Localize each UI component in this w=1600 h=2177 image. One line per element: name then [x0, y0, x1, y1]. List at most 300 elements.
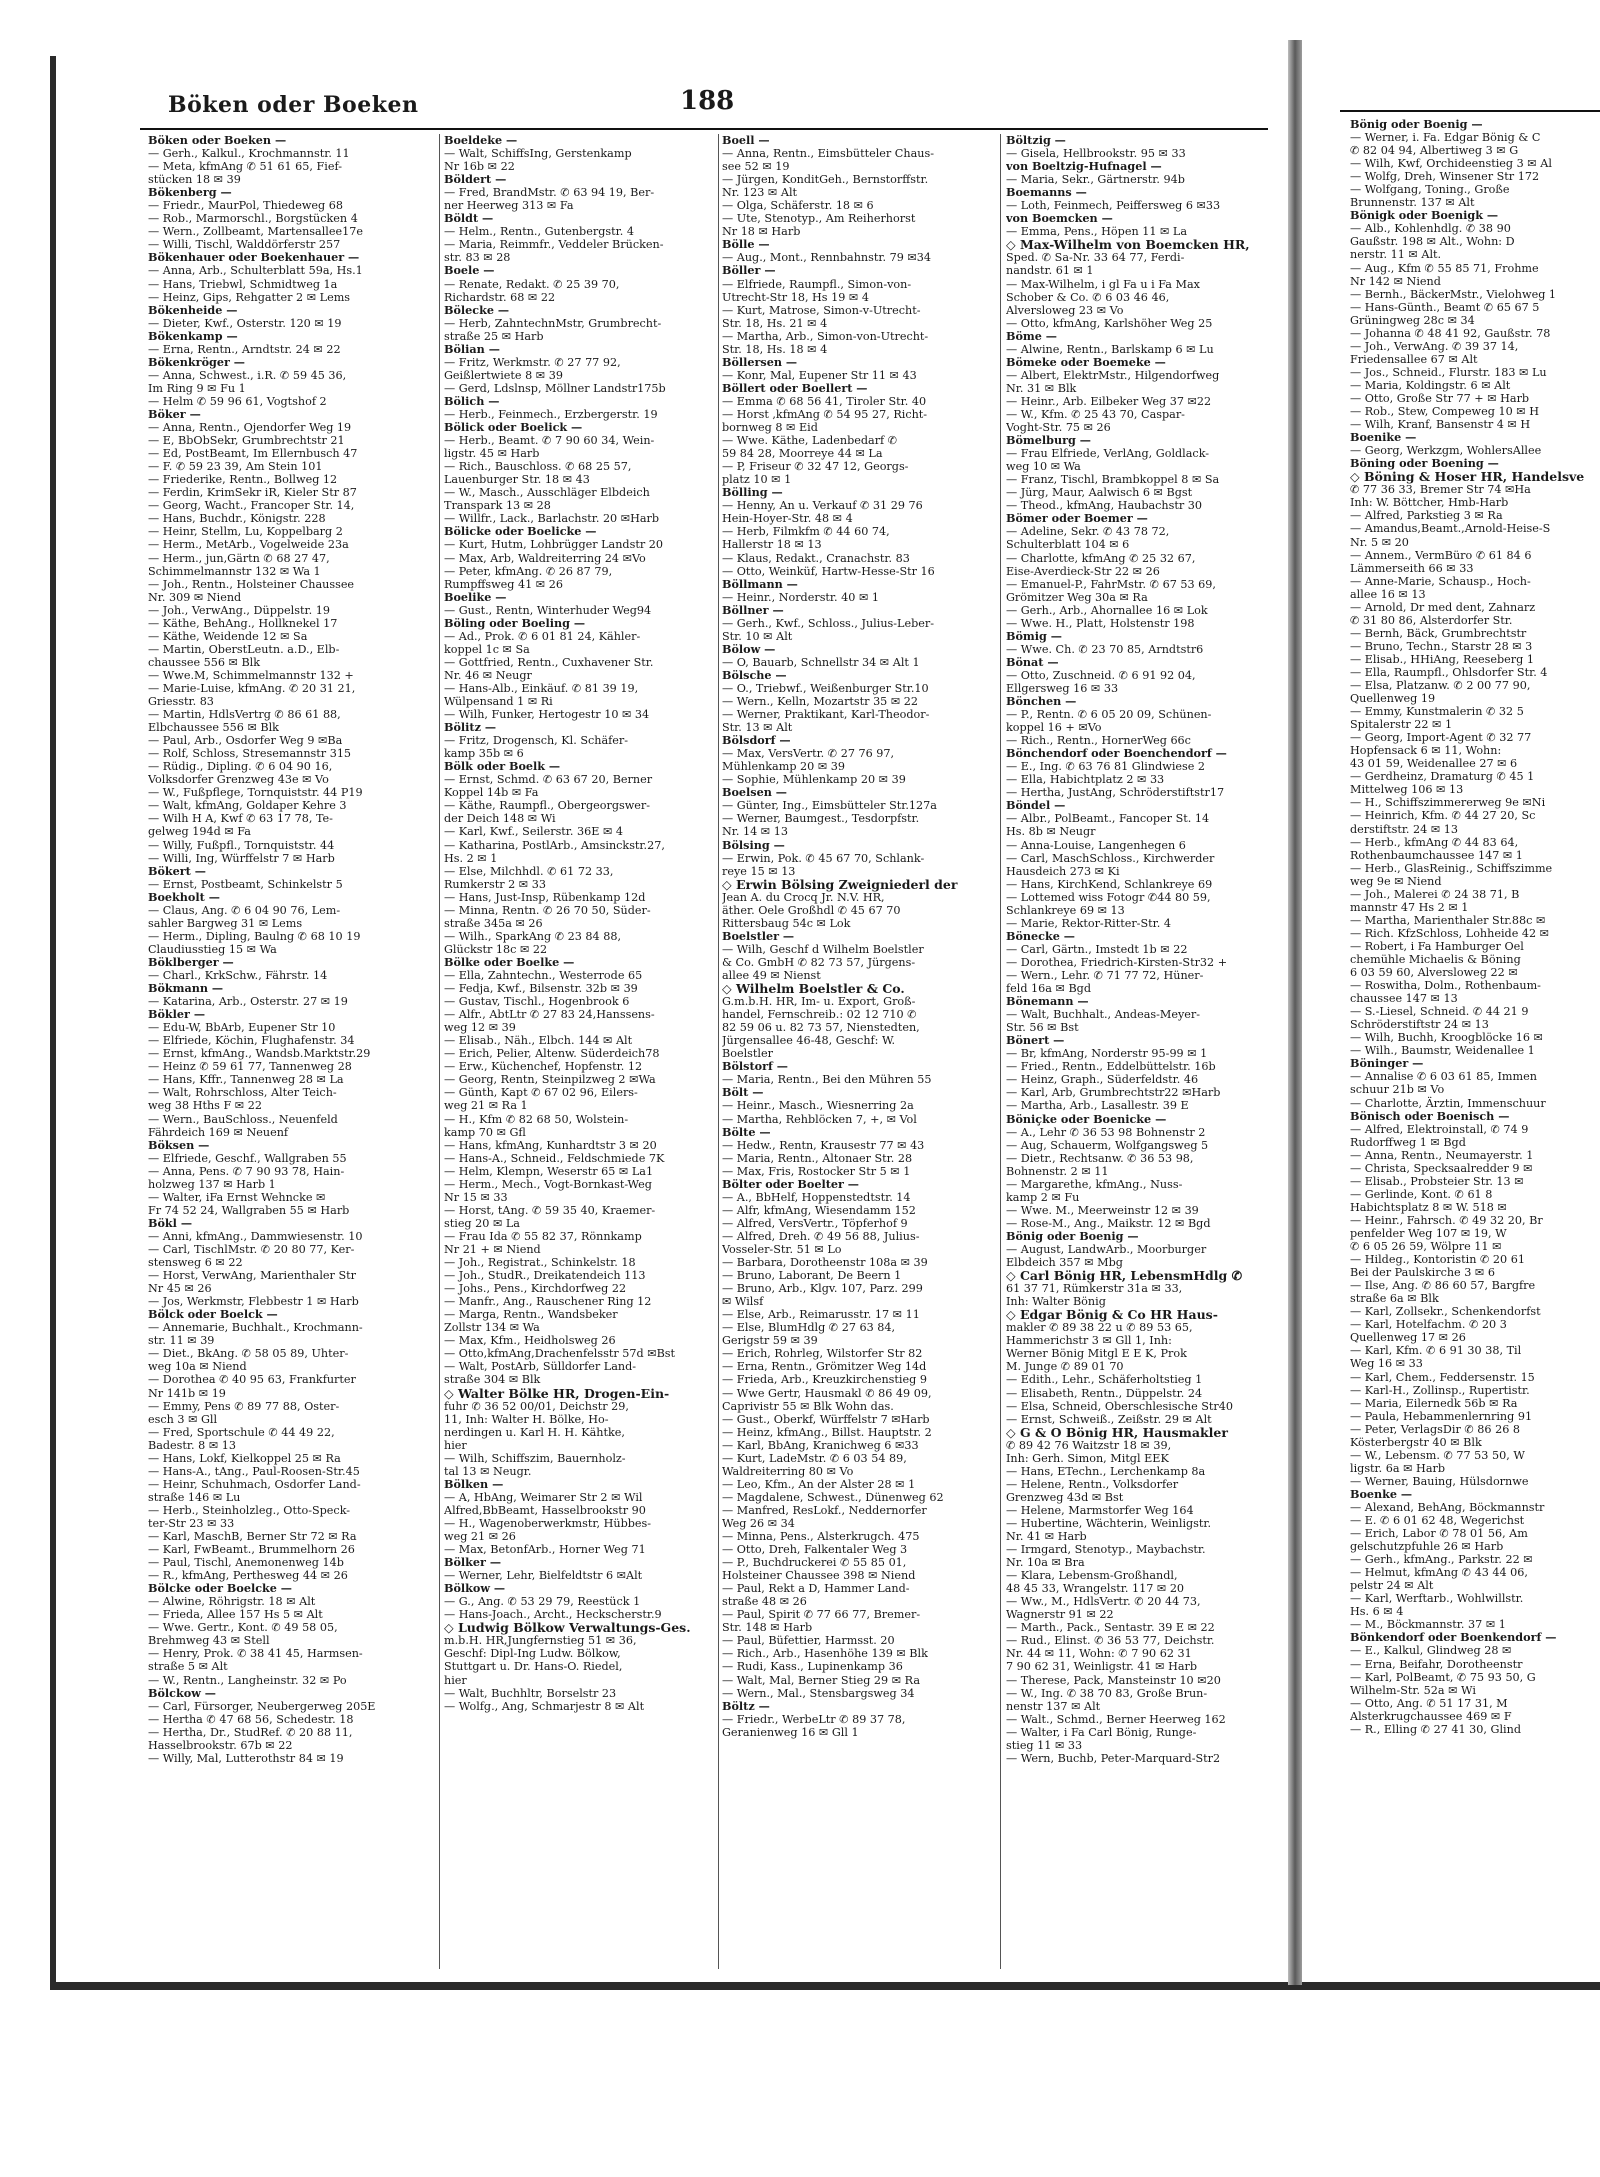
directory-entry: — Christa, Specksaalredder 9 ✉ [1350, 1161, 1533, 1175]
directory-entry: Wagnerstr 91 ✉ 22 [1006, 1608, 1114, 1622]
directory-entry: — Heinr., Arb. Eilbeker Weg 37 ✉22 [1006, 394, 1212, 408]
directory-entry: weg 21 ✉ 26 [444, 1530, 516, 1544]
directory-entry: — Hertha, JustAng, Schröderstiftstr17 [1006, 786, 1225, 800]
directory-entry: — Martin, HdlsVertrg ✆ 86 61 88, [148, 708, 341, 722]
directory-entry: — Wwe. M., Meerweinstr 12 ✉ 39 [1006, 1203, 1199, 1217]
surname-heading: Bökl — [148, 1215, 193, 1230]
directory-entry: nerstr. 11 ✉ Alt. [1350, 248, 1442, 262]
directory-entry: Rumpffsweg 41 ✉ 26 [444, 577, 563, 591]
directory-entry: esch 3 ✉ Gll [148, 1412, 218, 1426]
firm-entry: ◇ Böning & Hoser HR, Handelsve [1350, 469, 1585, 485]
directory-entry: Hs. 8b ✉ Neugr [1006, 825, 1096, 839]
directory-entry: Fährdeich 169 ✉ Neuenf [148, 1125, 289, 1139]
directory-entry: — Franz, Tischl, Brambkoppel 8 ✉ Sa [1006, 473, 1220, 487]
directory-entry: Wülpensand 1 ✉ Ri [444, 695, 553, 709]
surname-heading: Bönig oder Boenig — [1350, 118, 1483, 131]
directory-entry: nandstr. 61 ✉ 1 [1006, 264, 1094, 278]
directory-entry: — Hildeg., Kontoristin ✆ 20 61 [1350, 1253, 1525, 1267]
directory-entry: — Else, Arb., Reimarusstr. 17 ✉ 11 [722, 1308, 920, 1322]
directory-entry: Nr. 41 ✉ Harb [1006, 1530, 1087, 1544]
directory-entry: — Paul, Arb., Osdorfer Weg 9 ✉Ba [148, 734, 343, 748]
directory-entry: weg 21 ✉ Ra 1 [444, 1099, 528, 1113]
surname-heading: Böllmann — [722, 576, 798, 591]
surname-heading: Bökenheide — [148, 302, 238, 317]
directory-entry: Geranienweg 16 ✉ Gll 1 [722, 1725, 859, 1739]
directory-entry: — Ella, Zahntechn., Westerrode 65 [444, 969, 643, 982]
directory-entry: hier [444, 1673, 467, 1687]
directory-entry: — Wern., BauSchloss., Neuenfeld [148, 1112, 338, 1126]
directory-entry: — Max, VersVertr. ✆ 27 76 97, [722, 747, 895, 761]
directory-entry: str. 11 ✉ 39 [148, 1334, 215, 1348]
directory-entry: — Otto, Ang. ✆ 51 17 31, M [1350, 1696, 1508, 1710]
surname-heading: Bönigk oder Boenigk — [1350, 208, 1499, 223]
directory-entry: — Kurt, LadeMstr. ✆ 6 03 54 89, [722, 1451, 907, 1465]
directory-entry: Glückstr 18c ✉ 22 [444, 942, 548, 956]
page-number: 188 [680, 86, 735, 116]
directory-entry: Transpark 13 ✉ 28 [444, 499, 551, 513]
directory-entry: — Alexand, BehAng, Böckmannstr [1350, 1500, 1545, 1514]
directory-entry: — Herm., jun,Gärtn ✆ 68 27 47, [148, 551, 330, 565]
directory-entry: — Georg, Werkzgm, WohlersAllee [1350, 444, 1542, 458]
directory-entry: Weg 16 ✉ 33 [1350, 1357, 1423, 1371]
surname-heading: Boekholt — [148, 889, 220, 904]
directory-entry: — M., Böckmannstr. 37 ✉ 1 [1350, 1618, 1506, 1632]
surname-heading: Bölicke oder Boelicke — [444, 524, 597, 539]
directory-entry: 59 84 28, Moorreye 44 ✉ La [722, 447, 883, 461]
directory-entry: — H., Schiffszimmererweg 9e ✉Ni [1350, 796, 1546, 810]
directory-entry: — Werner, Lehr, Bielfeldtstr 6 ✉Alt [444, 1569, 643, 1583]
facing-page-column [1350, 118, 1600, 1958]
directory-entry: — Otto, kfmAng, Karlshöher Weg 25 [1006, 316, 1213, 330]
directory-entry: — Maria, Reimmfr., Veddeler Brücken- [444, 238, 664, 252]
directory-entry: — R., Elling ✆ 27 41 30, Glind [1350, 1722, 1521, 1736]
directory-entry: — Wwe Gertr, Hausmakl ✆ 86 49 09, [722, 1386, 932, 1400]
directory-entry: — O, Bauarb, Schnellstr 34 ✉ Alt 1 [722, 655, 920, 669]
directory-entry: Elbchaussee 556 ✉ Blk [148, 721, 279, 735]
directory-entry: Inh: W. Böttcher, Hmb-Harb [1350, 496, 1509, 510]
directory-entry: — Hertha ✆ 47 68 56, Schedestr. 18 [148, 1712, 354, 1726]
directory-entry: — Paula, Hebammenlernring 91 [1350, 1409, 1533, 1423]
directory-entry: M. Junge ✆ 89 01 70 [1006, 1360, 1124, 1374]
directory-entry: — Olga, Schäferstr. 18 ✉ 6 [722, 199, 874, 213]
directory-entry: — Maria, Rentn., Altonaer Str. 28 [722, 1151, 913, 1165]
surname-heading: Boenike — [1350, 430, 1417, 445]
directory-entry: — Wern., Lehr. ✆ 71 77 72, Hüner- [1006, 969, 1204, 982]
directory-entry: Str. 18, Hs. 21 ✉ 4 [722, 316, 828, 330]
directory-entry: — E., Kalkul, Glindweg 28 ✉ [1350, 1644, 1512, 1658]
surname-heading: Böker — [148, 406, 201, 421]
directory-entry: straße 25 ✉ Harb [444, 329, 544, 343]
directory-entry: — E., Ing. ✆ 63 76 81 Glindwiese 2 [1006, 760, 1206, 774]
directory-entry: — Willi, Ing, Würffelstr 7 ✉ Harb [148, 851, 335, 865]
directory-entry: kamp 2 ✉ Fu [1006, 1190, 1080, 1204]
directory-entry: Geschf: Dipl-Ing Ludw. Bölkow, [444, 1647, 621, 1661]
directory-entry: Schröderstiftstr 24 ✉ 13 [1350, 1018, 1489, 1032]
directory-entry: Schulterblatt 104 ✉ 6 [1006, 538, 1130, 552]
directory-entry: Nr. 123 ✉ Alt [722, 186, 798, 200]
directory-entry: — Heinr, Stellm, Lu, Koppelbarg 2 [148, 525, 343, 539]
directory-entry: — Annalise ✆ 6 03 61 85, Immen [1350, 1070, 1537, 1084]
directory-entry: — Wilh, Kranf, Bansenstr 4 ✉ H [1350, 418, 1531, 432]
directory-entry: — Anna-Louise, Langenhegen 6 [1006, 838, 1186, 852]
directory-entry: — Claus, Ang. ✆ 6 04 90 76, Lem- [148, 903, 341, 917]
directory-entry: — Klaus, Redakt., Cranachstr. 83 [722, 551, 910, 565]
directory-entry: weg 9e ✉ Niend [1350, 874, 1442, 888]
directory-entry: ✉ Wilsf [722, 1295, 764, 1309]
directory-entry: — Emanuel-P., FahrMstr. ✆ 67 53 69, [1006, 577, 1216, 591]
directory-entry: ✆ 82 04 94, Albertiweg 3 ✉ G [1350, 144, 1519, 158]
directory-entry: — Theod., kfmAng, Haubachstr 30 [1006, 499, 1202, 513]
directory-entry: Grüningweg 28c ✉ 34 [1350, 313, 1475, 327]
directory-entry: feld 16a ✉ Bgd [1006, 982, 1091, 996]
directory-entry: straße 304 ✉ Blk [444, 1373, 541, 1387]
surname-heading: Böller — [722, 263, 776, 278]
directory-entry: 43 01 59, Weidenallee 27 ✉ 6 [1350, 757, 1518, 771]
directory-entry: Utrecht-Str 18, Hs 19 ✉ 4 [722, 290, 869, 304]
directory-entry: — Hans, Triebwl, Schmidtweg 1a [148, 277, 338, 291]
directory-entry: Im Ring 9 ✉ Fu 1 [148, 381, 246, 395]
directory-entry: 48 45 33, Wrangelstr. 117 ✉ 20 [1006, 1582, 1185, 1596]
directory-entry: — Else, BlumHdlg ✆ 27 63 84, [722, 1321, 896, 1335]
directory-entry: — Therese, Pack, Mansteinstr 10 ✉20 [1006, 1673, 1221, 1687]
directory-entry: Waldreiterring 80 ✉ Vo [722, 1464, 854, 1478]
directory-entry: — Erich, Rohrleg, Wilstorfer Str 82 [722, 1347, 923, 1361]
directory-entry: Hausdeich 273 ✉ Ki [1006, 864, 1120, 878]
directory-entry: Nr. 14 ✉ 13 [722, 825, 788, 839]
firm-entry: ◇ Max-Wilhelm von Boemcken HR, [1006, 237, 1250, 253]
directory-entry: — Heinz ✆ 59 61 77, Tannenweg 28 [148, 1060, 352, 1074]
surname-heading: Bölling — [722, 485, 783, 500]
directory-entry: straße 5 ✉ Alt [148, 1660, 228, 1674]
directory-entry: 82 59 06 u. 82 73 57, Nienstedten, [722, 1021, 920, 1035]
directory-entry: — Dietr., Rechtsanw. ✆ 36 53 98, [1006, 1151, 1194, 1165]
firm-entry: ◇ Wilhelm Boelstler & Co. [722, 981, 905, 997]
directory-entry: Nr 18 ✉ Harb [722, 225, 801, 239]
directory-entry: — Helm ✆ 59 96 61, Vogtshof 2 [148, 394, 327, 408]
directory-entry: — Hans, ETechn., Lerchenkamp 8a [1006, 1464, 1206, 1478]
directory-entry: gelweg 194d ✉ Fa [148, 825, 251, 839]
surname-heading: von Boeltzig-Hufnagel — [1006, 159, 1162, 174]
directory-entry: chemühle Michaelis & Böning [1350, 953, 1521, 966]
directory-entry: — Otto, Weinküf, Hartw-Hesse-Str 16 [722, 564, 935, 578]
directory-entry: — Elfriede, Köchin, Flughafenstr. 34 [148, 1034, 355, 1048]
directory-entry: — Karl, Chem., Feddersenstr. 15 [1350, 1370, 1535, 1384]
directory-entry: — Minna, Pens., Alsterkrugch. 475 [722, 1530, 920, 1544]
directory-entry: — Paul, Rekt a D, Hammer Land- [722, 1582, 910, 1596]
directory-entry: — Erich, Pelier, Altenw. Süderdeich78 [444, 1047, 660, 1061]
directory-entry: — A., BbHelf, Hoppenstedtstr. 14 [722, 1190, 911, 1204]
directory-entry: — Alb., Kohlenhdlg. ✆ 38 90 [1350, 222, 1511, 236]
directory-entry: — Alfr, kfmAng, Wiesendamm 152 [722, 1203, 916, 1217]
surname-heading: Bökler — [148, 1007, 206, 1022]
firm-entry: ◇ Edgar Bönig & Co HR Haus- [1006, 1307, 1218, 1323]
directory-entry: — Joh., Malerei ✆ 24 38 71, B [1350, 887, 1520, 901]
directory-entry: — Br, kfmAng, Norderstr 95-99 ✉ 1 [1006, 1047, 1208, 1061]
directory-entry: — Lottemed wiss Fotogr ✆44 80 59, [1006, 890, 1211, 904]
directory-entry: — Maria, Rentn., Bei den Mühren 55 [722, 1073, 932, 1087]
directory-entry: — F. ✆ 59 23 39, Am Stein 101 [148, 460, 323, 474]
firm-entry: ◇ Carl Bönig HR, LebensmHdlg ✆ [1006, 1268, 1243, 1284]
directory-entry: Nr 45 ✉ 26 [148, 1282, 212, 1296]
directory-entry: — Alfr., AbtLtr ✆ 27 83 24,Hanssens- [444, 1008, 655, 1022]
directory-entry: — Wwe. Ch. ✆ 23 70 85, Arndtstr6 [1006, 642, 1204, 656]
directory-entry: — Johanna ✆ 48 41 92, Gaußstr. 78 [1350, 326, 1551, 340]
directory-entry: Holsteiner Chaussee 398 ✉ Niend [722, 1569, 916, 1583]
directory-entry: — Hans, KirchKend, Schlankreye 69 [1006, 877, 1213, 891]
directory-entry: Spitalerstr 22 ✉ 1 [1350, 718, 1453, 732]
surname-heading: von Boemcken — [1006, 211, 1113, 226]
directory-entry: Lauenburger Str. 18 ✉ 43 [444, 473, 590, 487]
directory-page [140, 80, 1268, 1980]
directory-column-4 [1006, 134, 1268, 1974]
directory-entry: — Emmy, Kunstmalerin ✆ 32 5 [1350, 705, 1524, 719]
directory-entry: — Sophie, Mühlenkamp 20 ✉ 39 [722, 773, 906, 787]
directory-entry: — Walter, iFa Ernst Wehncke ✉ [148, 1190, 326, 1204]
directory-entry: — Karl, Zollsekr., Schenkendorfst [1350, 1305, 1541, 1319]
directory-entry: Nr. 31 ✉ Blk [1006, 381, 1077, 395]
directory-entry: kamp 35b ✉ 6 [444, 747, 524, 761]
directory-entry: — Walt, kfmAng, Goldaper Kehre 3 [148, 799, 347, 813]
directory-entry: — Katharina, PostlArb., Amsinckstr.27, [444, 838, 665, 852]
directory-entry: Hallerstr 18 ✉ 13 [722, 538, 822, 552]
directory-entry: der Deich 148 ✉ Wi [444, 812, 556, 826]
directory-entry: — Max-Wilhelm, i gl Fa u i Fa Max [1006, 277, 1200, 291]
directory-entry: Hs. 6 ✉ 4 [1350, 1605, 1404, 1619]
directory-entry: Nr 141b ✉ 19 [148, 1386, 226, 1400]
directory-entry: stücken 18 ✉ 39 [148, 173, 241, 187]
directory-entry: — Werner, Praktikant, Karl-Theodor- [722, 708, 930, 722]
directory-entry: chaussee 556 ✉ Blk [148, 655, 261, 669]
directory-entry: — P, Friseur ✆ 32 47 12, Georgs- [722, 460, 909, 474]
surname-heading: Bökmann — [148, 981, 224, 996]
directory-entry: — Emma, Pens., Höpen 11 ✉ La [1006, 225, 1188, 239]
directory-entry: — Ernst, kfmAng., Wandsb.Marktstr.29 [148, 1047, 371, 1061]
surname-heading: Bölitz — [444, 720, 497, 735]
directory-entry: Brehmweg 43 ✉ Stell [148, 1634, 270, 1648]
directory-entry: — Jürgen, KonditGeh., Bernstorffstr. [722, 173, 929, 187]
directory-entry: — Annem., VermBüro ✆ 61 84 6 [1350, 548, 1532, 562]
directory-entry: Zollstr 134 ✉ Wa [444, 1321, 540, 1335]
directory-entry: — Erna, Rentn., Arndtstr. 24 ✉ 22 [148, 342, 341, 356]
surname-heading: Bömeke oder Boemeke — [1006, 354, 1166, 369]
directory-entry: — Manfr., Ang., Rauschener Ring 12 [444, 1295, 652, 1309]
directory-entry: ✆ 6 05 26 59, Wölpre 11 ✉ [1350, 1240, 1502, 1254]
directory-entry: — Walt, PostArb, Sülldorfer Land- [444, 1360, 637, 1374]
directory-entry: — Helmut, kfmAng ✆ 43 44 06, [1350, 1566, 1528, 1580]
directory-entry: — Otto, Große Str 77 + ✉ Harb [1350, 391, 1530, 405]
directory-entry: — Willfr., Lack., Barlachstr. 20 ✉Harb [444, 512, 660, 526]
book-edge-bottom [50, 1982, 1600, 1990]
directory-entry: — Martha, Marienthaler Str.88c ✉ [1350, 913, 1546, 927]
directory-entry: ter-Str 23 ✉ 33 [148, 1516, 235, 1530]
directory-entry: Alsterkrugchaussee 469 ✉ F [1350, 1709, 1512, 1723]
surname-heading: Bölt — [722, 1085, 764, 1100]
directory-entry: — Paul, Spirit ✆ 77 66 77, Bremer- [722, 1608, 921, 1622]
directory-entry: — Heinr., Masch., Wiesnerring 2a [722, 1099, 914, 1113]
directory-entry: — W., Ing. ✆ 38 70 83, Große Brun- [1006, 1686, 1208, 1700]
directory-entry: — Wolfg., Ang, Schmarjestr 8 ✉ Alt [444, 1699, 645, 1713]
directory-entry: — Max, Kfm., Heidholsweg 26 [444, 1334, 616, 1348]
directory-entry: — Fred, BrandMstr. ✆ 63 94 19, Ber- [444, 186, 655, 200]
directory-entry: Quellenweg 19 [1350, 692, 1436, 706]
directory-entry: — Walt, Buchhltr, Borselstr 23 [444, 1686, 617, 1700]
surname-heading: Bönkendorf oder Boenkendorf — [1350, 1630, 1557, 1645]
directory-entry: hier [444, 1438, 467, 1452]
firm-entry: ◇ Walter Bölke HR, Drogen-Ein- [444, 1385, 670, 1401]
directory-entry: — Gisela, Hellbrookstr. 95 ✉ 33 [1006, 147, 1186, 161]
directory-entry: — Bruno, Arb., Klgv. 107, Parz. 299 [722, 1282, 923, 1296]
directory-entry: handel, Fernschreib.: 02 12 710 ✆ [722, 1008, 917, 1022]
directory-entry: Gerigstr 59 ✉ 39 [722, 1334, 818, 1348]
directory-entry: — Marie, Rektor-Ritter-Str. 4 [1006, 916, 1171, 930]
firm-entry: ◇ Ludwig Bölkow Verwaltungs-Ges. [444, 1620, 691, 1636]
surname-heading: Böksen — [148, 1137, 210, 1152]
surname-heading: Bönat — [1006, 654, 1059, 669]
column-rule [439, 134, 440, 1969]
directory-entry: Jean A. du Crocq Jr. N.V. HR, [722, 890, 885, 904]
directory-entry: Rudorffweg 1 ✉ Bgd [1350, 1135, 1466, 1149]
directory-entry: Inh: Gerh. Simon, Mitgl EEK [1006, 1451, 1169, 1465]
directory-entry: — Joh., Rentn., Holsteiner Chaussee [148, 577, 355, 591]
directory-entry: — Hans-A., Schneid., Feldschmiede 7K [444, 1151, 665, 1165]
surname-heading: Bölcke oder Boelcke — [148, 1581, 292, 1596]
directory-entry: — Gerlinde, Kont. ✆ 61 8 [1350, 1187, 1493, 1201]
directory-entry: Koppel 14b ✉ Fa [444, 786, 539, 800]
directory-entry: — Charlotte, Ärztin, Immenschuur [1350, 1096, 1546, 1110]
directory-entry: — Marie-Luise, kfmAng. ✆ 20 31 21, [148, 681, 356, 695]
directory-entry: — Anna, Schwest., i.R. ✆ 59 45 36, [148, 368, 347, 382]
directory-entry: Rothenbaumchaussee 147 ✉ 1 [1350, 848, 1523, 862]
surname-heading: Bölian — [444, 341, 500, 356]
directory-entry: — Gustav, Tischl., Hogenbrook 6 [444, 995, 630, 1009]
directory-entry: kamp 70 ✉ Gfl [444, 1125, 526, 1139]
directory-entry: — Herb., Beamt. ✆ 7 90 60 34, Wein- [444, 434, 655, 448]
directory-entry: stieg 20 ✉ La [444, 1216, 520, 1230]
directory-entry: — E, BbObSekr, Grumbrechtstr 21 [148, 434, 345, 448]
directory-entry: — Hans, kfmAng, Kunhardtstr 3 ✉ 20 [444, 1138, 657, 1152]
directory-entry: — Heinz, kfmAng., Billst. Hauptstr. 2 [722, 1425, 932, 1439]
directory-entry: — Konr, Mal, Eupener Str 11 ✉ 43 [722, 368, 917, 382]
directory-entry: — Herb, ZahntechnMstr, Grumbrecht- [444, 316, 662, 330]
directory-entry: — Frieda, Allee 157 Hs 5 ✉ Alt [148, 1608, 323, 1622]
directory-entry: Str. 148 ✉ Harb [722, 1621, 813, 1635]
directory-entry: Nr 21 + ✉ Niend [444, 1242, 541, 1256]
column-rule [1000, 134, 1001, 1969]
directory-entry: — Manfred, ResLokf., Neddernorfer [722, 1503, 927, 1517]
directory-entry: Griesstr. 83 [148, 695, 214, 709]
surname-heading: Bölte — [722, 1124, 771, 1139]
directory-entry: — Bernh., BäckerMstr., Vielohweg 1 [1350, 287, 1557, 301]
directory-entry: — W., Masch., Ausschläger Elbdeich [444, 486, 650, 500]
directory-entry: — Elfriede, Raumpfl., Simon-von- [722, 277, 912, 291]
directory-entry: — Rob., Marmorschl., Borgstücken 4 [148, 212, 358, 226]
directory-entry: Alversloweg 23 ✉ Vo [1006, 303, 1124, 317]
directory-entry: Sped. ✆ Sa-Nr. 33 64 77, Ferdi- [1006, 251, 1185, 265]
directory-entry: — Georg, Wacht., Francoper Str. 14, [148, 499, 355, 513]
directory-entry: — Erwin, Pok. ✆ 45 67 70, Schlank- [722, 851, 925, 865]
directory-entry: — Wolfg, Dreh, Winsener Str 172 [1350, 170, 1540, 184]
surname-heading: Bönecke — [1006, 928, 1075, 943]
directory-entry: — Gerh., Kalkul., Krochmannstr. 11 [148, 147, 350, 161]
surname-heading: Bölter oder Boelter — [722, 1176, 859, 1191]
directory-entry: — Rud., Elinst. ✆ 36 53 77, Deichstr. [1006, 1634, 1215, 1648]
directory-entry: — Klara, Lebensm-Großhandl, [1006, 1569, 1178, 1583]
directory-entry: — P., Rentn. ✆ 6 05 20 09, Schünen- [1006, 708, 1212, 722]
directory-entry: — Herm., Dipling, Baulng ✆ 68 10 19 [148, 929, 361, 943]
directory-entry: penfelder Weg 107 ✉ 19, W [1350, 1226, 1507, 1240]
directory-entry: Boelstler [722, 1047, 773, 1061]
directory-entry: — Wern, Buchb, Peter-Marquard-Str2 [1006, 1751, 1221, 1765]
surname-heading: Bönchendorf oder Boenchendorf — [1006, 746, 1227, 761]
directory-entry: m.b.H. HR,Jungfernstieg 51 ✉ 36, [444, 1634, 637, 1648]
book-edge-left [50, 56, 56, 1986]
directory-entry: — Ute, Stenotyp., Am Reiherhorst [722, 212, 916, 226]
directory-column-3 [722, 134, 998, 1974]
surname-heading: Boeldeke — [444, 134, 518, 147]
directory-entry: Bei der Paulskirche 3 ✉ 6 [1350, 1266, 1495, 1280]
directory-entry: Mühlenkamp 20 ✉ 39 [722, 760, 846, 774]
directory-entry: — Wilh, Geschf d Wilhelm Boelstler [722, 942, 924, 956]
directory-entry: mannstr 47 Hs 2 ✉ 1 [1350, 900, 1469, 914]
directory-entry: — Marth., Pack., Sentastr. 39 E ✉ 22 [1006, 1621, 1215, 1635]
directory-entry: — Friedr., WerbeLtr ✆ 89 37 78, [722, 1712, 906, 1726]
directory-entry: — Margarethe, kfmAng., Nuss- [1006, 1177, 1183, 1191]
directory-entry: ✆ 77 36 33, Bremer Str 74 ✉Ha [1350, 483, 1531, 497]
directory-entry: — Joh., Registrat., Schinkelstr. 18 [444, 1256, 636, 1270]
directory-entry: — Ferdin, KrimSekr iR, Kieler Str 87 [148, 486, 357, 500]
directory-entry: — Joh., VerwAng., Düppelstr. 19 [148, 603, 330, 617]
directory-entry: Eise-Averdieck-Str 22 ✉ 26 [1006, 564, 1160, 578]
directory-entry: — Karl, FwBeamt., Brummelhorn 26 [148, 1543, 355, 1557]
directory-entry: — Günth, Kapt ✆ 67 02 96, Eilers- [444, 1086, 638, 1100]
directory-entry: Nr. 5 ✉ 20 [1350, 535, 1409, 549]
directory-entry: — Wolfgang, Toning., Große [1350, 183, 1510, 197]
directory-entry: — Hans, Kffr., Tannenweg 28 ✉ La [148, 1073, 344, 1087]
directory-entry: Jürgensallee 46-48, Geschf: W. [722, 1034, 896, 1048]
directory-entry: Str. 56 ✉ Bst [1006, 1021, 1079, 1035]
directory-entry: — Edu-W, BbArb, Eupener Str 10 [148, 1021, 336, 1035]
directory-entry: — Hans-Joach., Archt., Heckscherstr.9 [444, 1608, 662, 1622]
directory-entry: — Else, Milchhdl. ✆ 61 72 33, [444, 864, 614, 878]
directory-entry: — Karl, BbAng, Kranichweg 6 ✉33 [722, 1438, 919, 1452]
directory-entry: Hein-Hoyer-Str. 48 ✉ 4 [722, 512, 853, 526]
directory-entry: Nr. 309 ✉ Niend [148, 590, 242, 604]
directory-entry: — Karl, MaschB, Berner Str 72 ✉ Ra [148, 1530, 357, 1544]
directory-entry: — Otto,kfmAng,Drachenfelsstr 57d ✉Bst [444, 1347, 676, 1361]
directory-entry: — Heinr., Fahrsch. ✆ 49 32 20, Br [1350, 1213, 1543, 1227]
directory-entry: — Wwe. H., Platt, Holstenstr 198 [1006, 616, 1195, 630]
directory-entry: — Wilh., Baumstr, Weidenallee 1 [1350, 1044, 1535, 1058]
surname-heading: Bönchen — [1006, 694, 1077, 709]
directory-entry: Grenzweg 43d ✉ Bst [1006, 1490, 1124, 1504]
directory-entry: — Joh., VerwAng. ✆ 39 37 14, [1350, 339, 1519, 353]
directory-entry: — Jürg, Maur, Aalwisch 6 ✉ Bgst [1006, 486, 1193, 500]
directory-entry: — Walt., Schmd., Berner Heerweg 162 [1006, 1712, 1226, 1726]
directory-entry: — Herb, Filmkfm ✆ 44 60 74, [722, 525, 890, 539]
directory-entry: — Wwe. Käthe, Ladenbedarf ✆ [722, 434, 898, 448]
directory-entry: — Amandus,Beamt.,Arnold-Heise-S [1350, 522, 1551, 536]
surname-heading: Boemanns — [1006, 185, 1087, 200]
directory-entry: straße 345a ✉ 26 [444, 916, 543, 930]
directory-entry: — Ernst, Schmd. ✆ 63 67 20, Berner [444, 773, 653, 787]
directory-entry: — R., kfmAng, Perthesweg 44 ✉ 26 [148, 1569, 348, 1583]
directory-entry: — Katarina, Arb., Osterstr. 27 ✉ 19 [148, 995, 348, 1009]
firm-entry: ◇ Erwin Bölsing Zweigniederl der [722, 876, 958, 892]
directory-entry: — Günter, Ing., Eimsbütteler Str.127a [722, 799, 937, 813]
surname-heading: Bölecke — [444, 302, 510, 317]
directory-entry: — Rolf, Schloss, Stresemannstr 315 [148, 747, 352, 761]
directory-entry: — Friederike, Rentn., Bollweg 12 [148, 473, 338, 487]
